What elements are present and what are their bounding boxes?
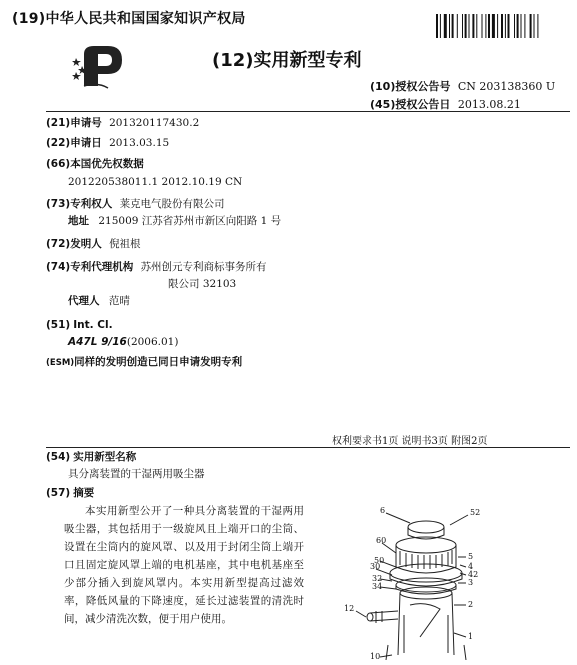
figure-reference-label: 5 — [468, 552, 474, 561]
publication-date-label: (45)授权公告日 — [370, 98, 451, 111]
patentee-field — [46, 197, 225, 211]
section-rule — [46, 447, 570, 448]
publication-number-row — [370, 78, 555, 94]
barcode-bar — [530, 14, 532, 38]
field-code: (57) — [46, 487, 71, 499]
address-label: 地址 — [68, 215, 89, 227]
barcode-bar — [452, 14, 454, 38]
agent-label: 代理人 — [68, 295, 100, 307]
barcode-bar — [457, 14, 458, 38]
barcode-bar — [534, 14, 535, 38]
field-name: 发明人 — [70, 238, 102, 250]
barcode-bar — [505, 14, 506, 38]
barcode-bar — [501, 14, 503, 38]
figure-reference-label: 1 — [468, 632, 474, 641]
barcode-bar — [476, 14, 477, 38]
agent-field — [68, 294, 130, 308]
priority-field — [46, 157, 144, 171]
barcode-bar — [524, 14, 525, 38]
figure-reference-label: 50 — [374, 556, 385, 565]
agency: 苏州创元专利商标事务所有 — [140, 261, 267, 273]
figure-reference-label: 32 — [372, 574, 383, 583]
figure-reference-label: 4 — [468, 562, 474, 571]
figure-reference-label: 52 — [470, 508, 481, 517]
figure-reference-label: 2 — [468, 600, 474, 609]
abstract-text: 本实用新型公开了一种具分离装置的干湿两用吸尘器，其包括用于一级旋风且上端开口的尘筒、设置在尘筒内的旋风罩、以及用于封闭尘筒上端开口且固定旋风罩上端的电机基座，其中电机基座至少部分插入到旋风罩内。本实用新型提高过滤效率，降低风量的下降速度，延长过滤装置的清洗时间，减少清洗次数，便于用户使用。 — [64, 505, 304, 625]
field-code: (22) — [46, 137, 71, 149]
page-count-info: 权利要求书1页 说明书3页 附图2页 — [332, 436, 488, 447]
intcl-year: (2006.01) — [126, 336, 179, 348]
agency-field — [46, 260, 267, 274]
field-code: (21) — [46, 117, 71, 129]
intcl-value — [68, 335, 178, 349]
barcode-bar — [444, 14, 447, 38]
barcode-bar — [488, 14, 490, 38]
field-name: 申请号 — [70, 117, 102, 129]
field-code: (73) — [46, 198, 71, 210]
field-name: 申请日 — [70, 137, 102, 149]
barcode-bar — [492, 14, 495, 38]
figure-reference-label: 34 — [372, 582, 383, 591]
figure-reference-label: 10 — [370, 652, 381, 660]
publication-date: 2013.08.21 — [457, 98, 521, 111]
esm-text: 同样的发明创造已同日申请发明专利 — [74, 356, 243, 368]
inventor: 倪祖根 — [109, 238, 141, 250]
field-code: (72) — [46, 238, 71, 250]
vacuum-cleaner-figure — [300, 505, 570, 660]
barcode-bar — [514, 14, 515, 38]
application-date: 2013.03.15 — [109, 137, 170, 149]
agency-line2: 限公司 32103 — [168, 278, 237, 290]
application-number-field — [46, 116, 199, 130]
intcl-class: A47L 9/16 — [68, 336, 127, 348]
sipo-logo-icon — [72, 42, 128, 90]
barcode-bar — [482, 14, 483, 38]
field-code: (54) — [46, 451, 71, 463]
publication-number: CN 203138360 U — [457, 80, 556, 93]
field-name: 专利代理机构 — [70, 261, 134, 273]
office-title: (19)中华人民共和国国家知识产权局 — [12, 11, 246, 27]
barcode-bar — [465, 14, 467, 38]
publication-date-row — [370, 96, 521, 112]
barcode-bar — [497, 14, 498, 38]
application-number: 201320117430.2 — [109, 117, 200, 129]
barcode-bar — [521, 14, 522, 38]
field-name: 实用新型名称 — [73, 451, 137, 463]
barcode — [436, 14, 568, 38]
publication-number-label: (10)授权公告号 — [370, 80, 451, 93]
barcode-bar — [508, 14, 510, 38]
barcode-bar — [472, 14, 474, 38]
field-name: 摘要 — [73, 487, 95, 499]
barcode-bar — [440, 14, 441, 38]
priority-value: 201220538011.1 2012.10.19 CN — [68, 176, 243, 188]
intcl-field — [46, 318, 113, 332]
address: 215009 江苏省苏州市新区向阳路 1 号 — [98, 215, 282, 227]
field-code: (66) — [46, 158, 71, 170]
figure-reference-label: 12 — [344, 604, 355, 613]
field-name: 专利权人 — [70, 198, 113, 210]
field-name: Int. Cl. — [73, 319, 113, 331]
figure-reference-label: 6 — [380, 506, 386, 515]
barcode-bar — [449, 14, 450, 38]
figure-reference-label: 30 — [370, 562, 381, 571]
esm-field — [46, 355, 242, 370]
barcode-bar — [537, 14, 538, 38]
document-type: (12)实用新型专利 — [212, 50, 362, 71]
figure-reference-label: 42 — [468, 570, 479, 579]
figure-reference-label: 60 — [376, 536, 387, 545]
application-date-field — [46, 136, 169, 150]
barcode-bar — [436, 14, 438, 38]
utility-model-title: 具分离装置的干湿两用吸尘器 — [68, 468, 205, 480]
field-code: (74) — [46, 261, 71, 273]
barcode-bar — [517, 14, 519, 38]
barcode-bar — [469, 14, 470, 38]
address-field — [68, 214, 281, 228]
barcode-bar — [485, 14, 486, 38]
inventor-field — [46, 237, 141, 251]
patentee: 莱克电气股份有限公司 — [119, 198, 225, 210]
field-code: (ESM) — [46, 358, 75, 368]
abstract-heading — [46, 486, 94, 500]
barcode-bar — [462, 14, 463, 38]
agent: 范晴 — [108, 295, 130, 307]
figure-reference-label: 3 — [468, 578, 474, 587]
field-name: 本国优先权数据 — [70, 158, 144, 170]
header-rule — [46, 111, 570, 112]
utility-model-name-field — [46, 450, 136, 464]
field-code: (51) — [46, 319, 71, 331]
